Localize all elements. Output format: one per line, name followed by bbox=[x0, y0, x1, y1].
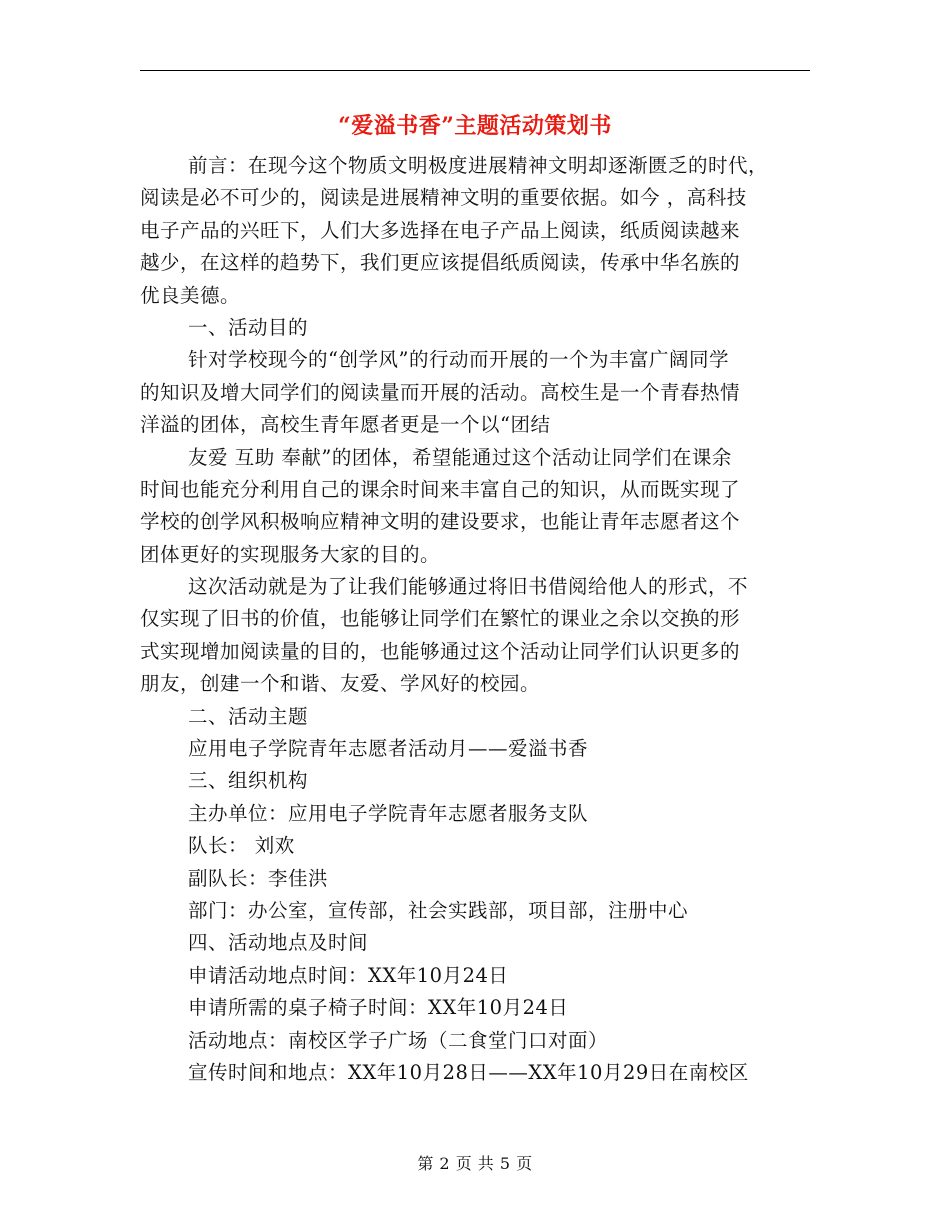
body-line: 队长： 刘欢 bbox=[188, 834, 295, 858]
body-line: 学校的创学风积极响应精神文明的建设要求，也能让青年志愿者这个 bbox=[140, 510, 741, 534]
body-line: 申请活动地点时间：XX年10月24日 bbox=[188, 963, 509, 987]
header-rule bbox=[140, 70, 810, 71]
body-line: 前言：在现今这个物质文明极度进展精神文明却逐渐匮乏的时代， bbox=[188, 154, 769, 177]
body-line: 团体更好的实现服务大家的目的。 bbox=[140, 542, 441, 566]
body-line: 朋友，创建一个和谐、友爱、学风好的校园。 bbox=[140, 672, 541, 696]
body-line: 洋溢的团体，高校生青年愿者更是一个以“团结 bbox=[140, 413, 551, 437]
body-line: 应用电子学院青年志愿者活动月——爱溢书香 bbox=[188, 737, 589, 761]
body-line: 阅读是必不可少的，阅读是进展精神文明的重要依据。如今 ，高科技 bbox=[140, 186, 747, 210]
body-line: 四、活动地点及时间 bbox=[188, 931, 369, 955]
body-line: 二、活动主题 bbox=[188, 704, 309, 728]
body-line: 申请所需的桌子椅子时间：XX年10月24日 bbox=[188, 996, 569, 1020]
document-title: “爱溢书香”主题活动策划书 bbox=[338, 113, 612, 139]
body-line: 活动地点：南校区学子广场（二食堂门口对面） bbox=[188, 1028, 609, 1052]
body-line: 一、活动目的 bbox=[188, 315, 309, 339]
body-line: 主办单位：应用电子学院青年志愿者服务支队 bbox=[188, 801, 589, 825]
body-line: 针对学校现今的“创学风”的行动而开展的一个为丰富广阔同学 bbox=[188, 348, 729, 372]
body-line: 三、组织机构 bbox=[188, 769, 309, 793]
body-line: 友爱 互助 奉献”的团体，希望能通过这个活动让同学们在课余 bbox=[188, 445, 732, 469]
body-line: 的知识及增大同学们的阅读量而开展的活动。高校生是一个青春热情 bbox=[140, 380, 741, 404]
body-line: 部门：办公室，宣传部，社会实践部，项目部，注册中心 bbox=[188, 898, 689, 922]
body-line: 宣传时间和地点：XX年10月28日——XX年10月29日在南校区 bbox=[188, 1060, 749, 1084]
body-line: 越少，在这样的趋势下，我们更应该提倡纸质阅读，传承中华名族的 bbox=[140, 251, 741, 275]
page-footer: 第 2 页 共 5 页 bbox=[417, 1154, 533, 1173]
body-line: 这次活动就是为了让我们能够通过将旧书借阅给他人的形式，不 bbox=[188, 575, 749, 599]
body-line: 式实现增加阅读量的目的，也能够通过这个活动让同学们认识更多的 bbox=[140, 639, 741, 663]
body-line: 仅实现了旧书的价值，也能够让同学们在繁忙的课业之余以交换的形 bbox=[140, 607, 741, 631]
document-body bbox=[140, 150, 810, 1089]
body-line: 电子产品的兴旺下，人们大多选择在电子产品上阅读，纸质阅读越来 bbox=[140, 218, 741, 242]
body-line: 副队长：李佳洪 bbox=[188, 866, 329, 890]
body-line: 优良美德。 bbox=[140, 283, 241, 307]
body-line: 时间也能充分利用自己的课余时间来丰富自己的知识，从而既实现了 bbox=[140, 477, 741, 501]
